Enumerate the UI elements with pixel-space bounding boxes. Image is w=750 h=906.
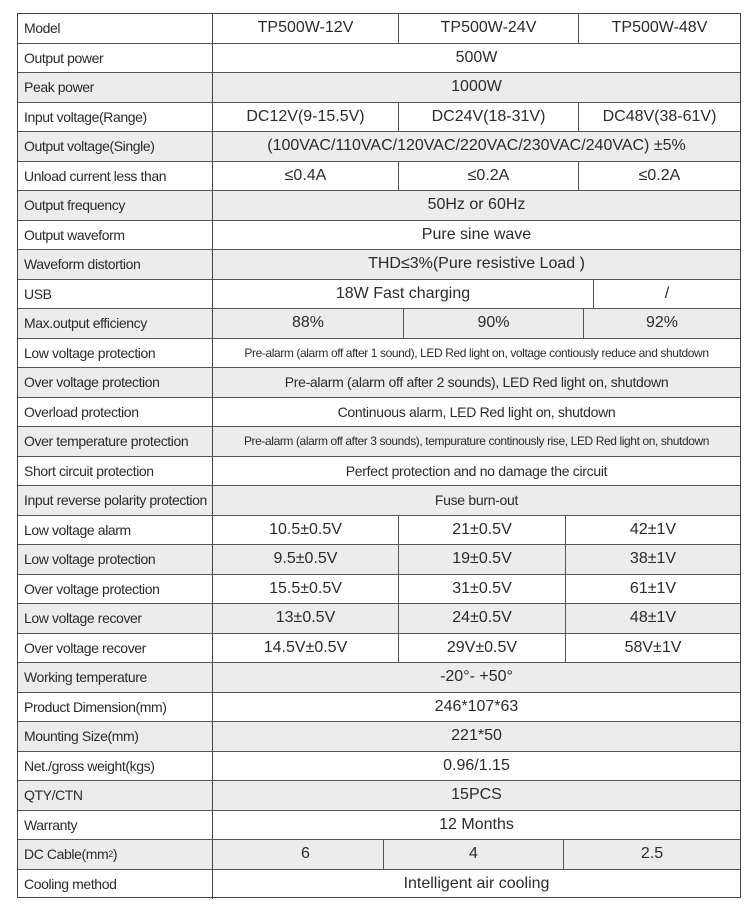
row-label xyxy=(18,840,213,869)
row-label: Waveform distortion xyxy=(18,250,213,279)
row-label: Output waveform xyxy=(18,221,213,250)
table-row xyxy=(18,693,740,723)
table-row xyxy=(18,457,740,487)
table-row xyxy=(18,604,740,634)
value-24v: 90% xyxy=(403,309,583,338)
row-label: Working temperature xyxy=(18,663,213,692)
table-row xyxy=(18,398,740,428)
row-value: 1000W xyxy=(451,78,502,96)
row-value: Pre-alarm (alarm off after 1 sound), LED Red light on, voltage contiously reduce and shutdown xyxy=(244,345,709,360)
table-row xyxy=(18,44,740,74)
row-label: Short circuit protection xyxy=(18,457,213,486)
value-24v: DC24V(18-31V) xyxy=(398,103,578,132)
value-48v: 61±1V xyxy=(565,575,740,604)
table-row xyxy=(18,309,740,339)
table-row xyxy=(18,73,740,103)
spec-table xyxy=(17,13,741,898)
table-row xyxy=(18,280,740,310)
row-label: Over voltage protection xyxy=(18,575,213,604)
value-12v: 9.5±0.5V xyxy=(273,550,338,568)
row-label-text: DC Cable(mm xyxy=(24,846,109,863)
row-value: 221*50 xyxy=(451,727,502,745)
value-12v: 88% xyxy=(291,314,325,332)
row-label: QTY/CTN xyxy=(18,781,213,810)
row-label: Net./gross weight(kgs) xyxy=(18,752,213,781)
value-12v: 10.5±0.5V xyxy=(269,520,342,538)
value-48v: 2.5 xyxy=(563,840,740,869)
table-row xyxy=(18,427,740,457)
model-24v: TP500W-24V xyxy=(398,14,578,43)
row-label: Low voltage protection xyxy=(18,339,213,368)
table-row xyxy=(18,663,740,693)
row-value: Continuous alarm, LED Red light on, shutdown xyxy=(337,403,616,420)
value-24v: 19±0.5V xyxy=(398,545,565,574)
row-label-end: ) xyxy=(112,846,118,863)
table-row xyxy=(18,752,740,782)
row-label: Warranty xyxy=(18,811,213,840)
row-label: Input reverse polarity protection xyxy=(18,486,213,515)
row-value: 50Hz or 60Hz xyxy=(427,196,526,214)
row-value: Fuse burn-out xyxy=(434,492,519,509)
row-label: Overload protection xyxy=(18,398,213,427)
value-12v-24v: 18W Fast charging xyxy=(335,284,471,302)
value-24v: 31±0.5V xyxy=(398,575,565,604)
row-label: Over voltage recover xyxy=(18,634,213,663)
table-row xyxy=(18,221,740,251)
value-24v: ≤0.2A xyxy=(398,162,578,191)
row-label: Cooling method xyxy=(18,870,213,900)
value-12v: ≤0.4A xyxy=(284,166,327,184)
table-row xyxy=(18,250,740,280)
table-row xyxy=(18,870,740,900)
row-value: Pre-alarm (alarm off after 3 sounds), tempurature continously rise, LED Red light on, shutdown xyxy=(243,434,710,449)
table-row xyxy=(18,486,740,516)
table-row xyxy=(18,781,740,811)
value-12v: 6 xyxy=(301,845,310,863)
row-label: Over voltage protection xyxy=(18,368,213,397)
value-48v: / xyxy=(593,280,740,309)
row-label: Output voltage(Single) xyxy=(18,132,213,161)
row-label: USB xyxy=(18,280,213,309)
table-row xyxy=(18,634,740,664)
model-48v: TP500W-48V xyxy=(578,14,740,43)
value-24v: 21±0.5V xyxy=(398,516,565,545)
row-value: Pre-alarm (alarm off after 2 sounds), LED Red light on, shutdown xyxy=(284,374,669,391)
row-value: 500W xyxy=(455,48,498,66)
table-row xyxy=(18,368,740,398)
row-value: Pure sine wave xyxy=(421,225,532,243)
row-label: Product Dimension(mm) xyxy=(18,693,213,722)
row-label: Low voltage alarm xyxy=(18,516,213,545)
row-label: Over temperature protection xyxy=(18,427,213,456)
row-value: 15PCS xyxy=(451,786,502,804)
value-12v: 15.5±0.5V xyxy=(269,579,342,597)
value-48v: 42±1V xyxy=(565,516,740,545)
value-12v: 13±0.5V xyxy=(275,609,336,627)
value-12v: 14.5V±0.5V xyxy=(263,638,348,656)
table-row xyxy=(18,191,740,221)
row-label: Output power xyxy=(18,44,213,73)
table-row xyxy=(18,103,740,133)
row-label: Output frequency xyxy=(18,191,213,220)
row-label: Low voltage recover xyxy=(18,604,213,633)
value-48v: 92% xyxy=(583,309,740,338)
row-value: 0.96/1.15 xyxy=(443,756,510,774)
row-value: (100VAC/110VAC/120VAC/220VAC/230VAC/240VAC) ±5% xyxy=(267,137,686,155)
row-label-superscript: 2 xyxy=(108,849,113,860)
table-row xyxy=(18,339,740,369)
row-value: 12 Months xyxy=(439,815,514,833)
row-label: Input voltage(Range) xyxy=(18,103,213,132)
value-48v: 38±1V xyxy=(565,545,740,574)
model-12v: TP500W-12V xyxy=(257,19,354,37)
value-12v: DC12V(9-15.5V) xyxy=(246,107,365,125)
table-row xyxy=(18,840,740,870)
row-label: Max.output efficiency xyxy=(18,309,213,338)
table-header-row xyxy=(18,14,740,44)
row-label: Peak power xyxy=(18,73,213,102)
value-24v: 4 xyxy=(383,840,563,869)
value-48v: 58V±1V xyxy=(565,634,740,663)
value-24v: 29V±0.5V xyxy=(398,634,565,663)
row-label: Low voltage protection xyxy=(18,545,213,574)
value-24v: 24±0.5V xyxy=(398,604,565,633)
row-label: Unload current less than xyxy=(18,162,213,191)
row-value: Perfect protection and no damage the circuit xyxy=(345,462,608,479)
table-row xyxy=(18,722,740,752)
row-value: THD≤3%(Pure resistive Load ) xyxy=(368,255,585,273)
table-row xyxy=(18,545,740,575)
row-value: -20°- +50° xyxy=(440,668,513,686)
table-row xyxy=(18,162,740,192)
value-48v: ≤0.2A xyxy=(578,162,740,191)
value-48v: 48±1V xyxy=(565,604,740,633)
row-label: Mounting Size(mm) xyxy=(18,722,213,751)
row-value: Intelligent air cooling xyxy=(403,875,550,893)
row-value: 246*107*63 xyxy=(434,697,519,715)
table-row xyxy=(18,132,740,162)
row-label: Model xyxy=(18,14,213,43)
table-row xyxy=(18,516,740,546)
table-row xyxy=(18,575,740,605)
value-48v: DC48V(38-61V) xyxy=(578,103,740,132)
table-row xyxy=(18,811,740,841)
